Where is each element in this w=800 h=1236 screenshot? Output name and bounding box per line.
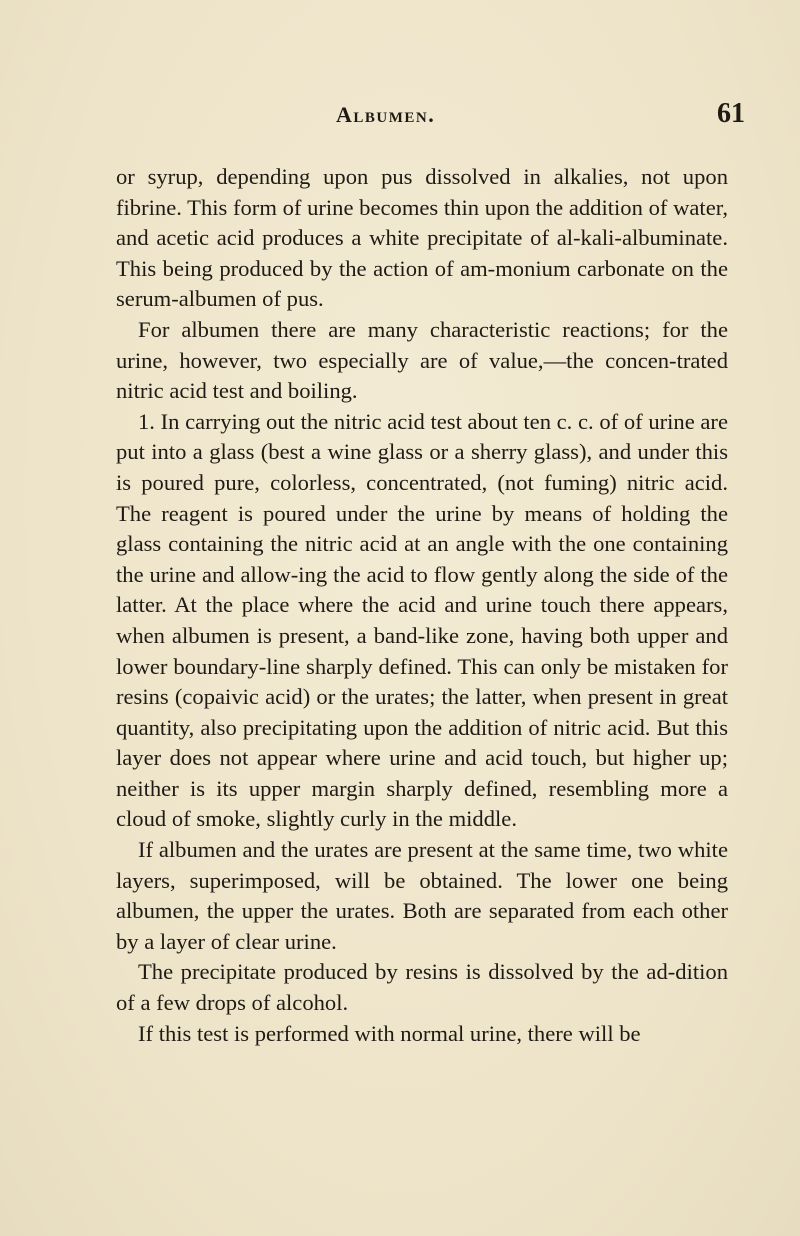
paragraph-resin-precipitate: The precipitate produced by resins is dissolved by the ad-dition of a few drops of alcohol. bbox=[116, 959, 728, 1016]
paragraph-reactions-intro: For albumen there are many characteristic reactions; for the urine, however, two especially are of value,—the concen-trated nitric acid test and boiling. bbox=[116, 316, 728, 404]
body-text bbox=[116, 162, 728, 1049]
running-head bbox=[0, 100, 800, 136]
paragraph-nitric-acid-test: 1. In carrying out the nitric acid test about ten c. c. of of urine are put into a glass (best a wine glass or a sherry glass), and under this is poured pure, colorless, concentrated, (not fuming) nitric acid. The reagent is poured under the urine by means of holding the glass containing the nitric acid at an angle with the one containing the urine and allow-ing the acid to flow gently along the side of the latter. At the place where the acid and urine touch there appears, when albumen is present, a band-like zone, having both upper and lower boundary-line sharply defined. This can only be mistaken for resins (copaivic acid) or the urates; the latter, when present in great quantity, also precipitating upon the addition of nitric acid. But this layer does not appear where urine and acid touch, but higher up; neither is its upper margin sharply defined, resembling more a cloud of smoke, slightly curly in the middle. bbox=[116, 408, 728, 832]
page-number: 61 bbox=[717, 98, 745, 129]
running-title: Albumen. bbox=[336, 102, 436, 127]
paragraph-albumen-and-urates: If albumen and the urates are present at the same time, two white layers, superimposed, will be obtained. The lower one being albumen, the upper the urates. Both are separated from each other by a layer of clear urine. bbox=[116, 837, 728, 954]
paragraph-continuation: or syrup, depending upon pus dissolved in alkalies, not upon fibrine. This form of urine becomes thin upon the addition of water, and acetic acid produces a white precipitate of al-kali-albuminate. This being produced by the action of am-monium carbonate on the serum-albumen of pus. bbox=[116, 164, 728, 312]
paragraph-normal-urine: If this test is performed with normal urine, there will be bbox=[138, 1020, 641, 1046]
